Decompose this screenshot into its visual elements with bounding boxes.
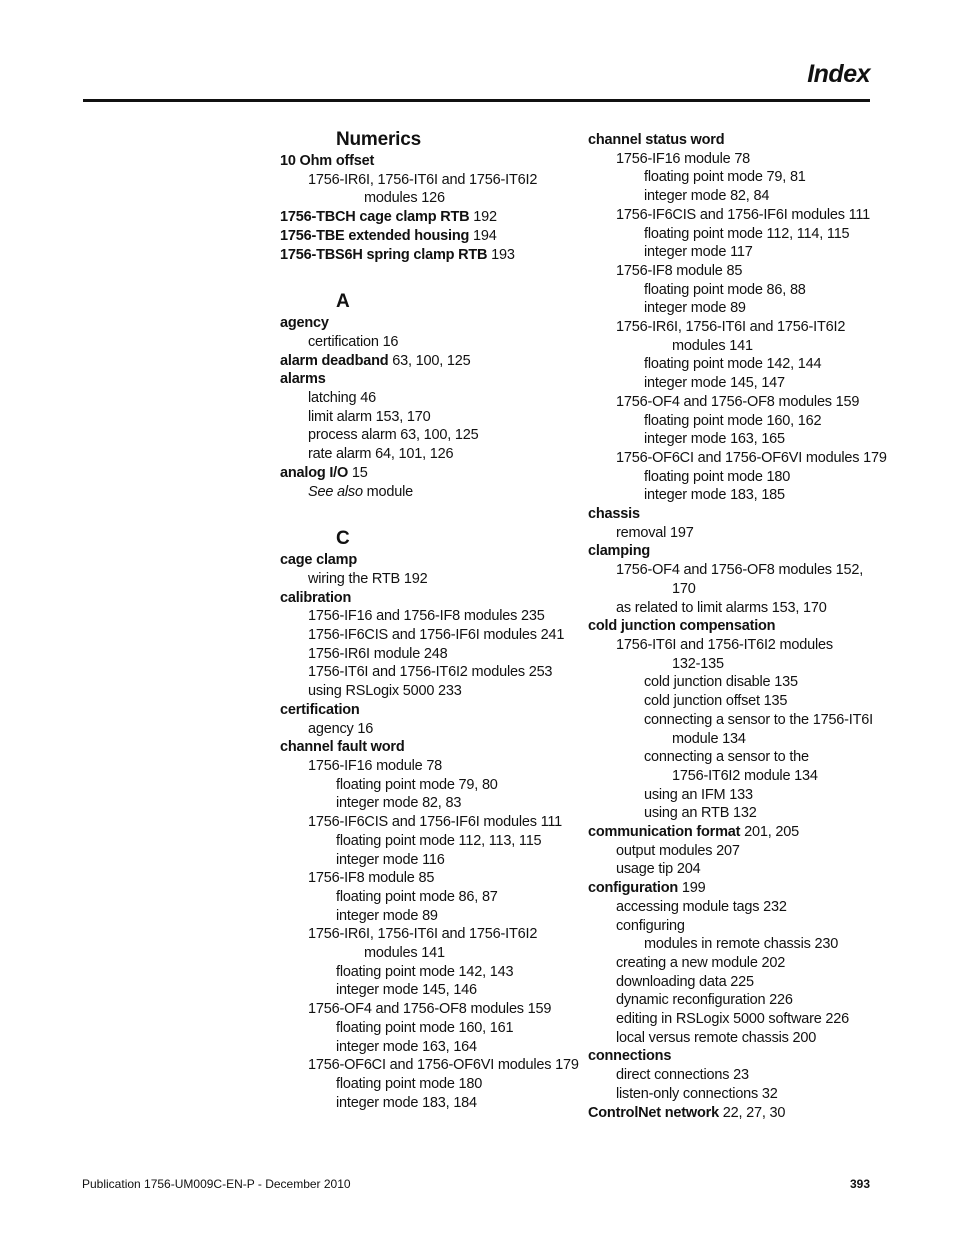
index-subentry: 132-135 (672, 655, 724, 672)
index-subentry: floating point mode 142, 143 (336, 963, 514, 980)
index-subentry: integer mode 183, 184 (336, 1094, 477, 1111)
index-subentry: 1756-IF8 module 85 (308, 870, 435, 887)
index-entry (280, 208, 580, 227)
index-subentry: 1756-OF6CI and 1756-OF6VI modules 179 (616, 449, 887, 466)
see-also-target: module (362, 483, 414, 500)
index-term: cage clamp (280, 552, 357, 569)
index-term: agency (280, 315, 329, 332)
index-subentry: configuring (616, 917, 685, 934)
index-subentry: 1756-IT6I and 1756-IT6I2 modules (616, 636, 833, 653)
index-subentry: integer mode 116 (336, 851, 445, 868)
index-subentry: floating point mode 180 (644, 468, 791, 485)
index-subentry: using RSLogix 5000 233 (308, 683, 462, 700)
index-subentry: removal 197 (616, 524, 694, 541)
index-term: certification (280, 701, 360, 718)
index-subentry: floating point mode 112, 113, 115 (336, 832, 542, 849)
index-subentry: wiring the RTB 192 (308, 570, 428, 587)
index-subentry: floating point mode 79, 80 (336, 776, 498, 793)
index-subentry: integer mode 89 (336, 907, 438, 924)
index-entry (280, 227, 580, 246)
index-subentry: floating point mode 112, 114, 115 (644, 225, 850, 242)
index-entry (588, 823, 888, 842)
index-subentry: connecting a sensor to the 1756-IT6I (644, 711, 873, 728)
index-pages: 201, 205 (740, 824, 799, 841)
index-subentry: cold junction offset 135 (644, 693, 788, 710)
index-subentry: using an IFM 133 (644, 786, 753, 803)
header-rule (83, 99, 870, 102)
index-subentry: integer mode 82, 83 (336, 795, 462, 812)
index-subentry: rate alarm 64, 101, 126 (308, 446, 454, 463)
index-subentry: limit alarm 153, 170 (308, 408, 431, 425)
index-subentry: 1756-IT6I2 module 134 (672, 767, 818, 784)
index-subentry: creating a new module 202 (616, 954, 786, 971)
page-title: Index (807, 60, 870, 88)
index-subentry: accessing module tags 232 (616, 898, 787, 915)
index-subentry: integer mode 163, 164 (336, 1038, 477, 1055)
index-subentry: integer mode 183, 185 (644, 487, 785, 504)
index-subentry: integer mode 163, 165 (644, 431, 785, 448)
index-pages: 199 (678, 880, 706, 897)
index-subentry: cold junction disable 135 (644, 674, 798, 691)
index-subentry: process alarm 63, 100, 125 (308, 427, 479, 444)
index-subentry: floating point mode 86, 88 (644, 281, 806, 298)
index-subentry: 1756-IF16 module 78 (308, 757, 443, 774)
index-subentry: 170 (672, 580, 696, 597)
footer-publication: Publication 1756-UM009C-EN-P - December 2010 (82, 1177, 351, 1191)
index-subentry: 1756-IR6I, 1756-IT6I and 1756-IT6I2 (308, 926, 538, 943)
index-subentry: 1756-IF16 module 78 (616, 150, 751, 167)
index-term: channel fault word (280, 739, 405, 756)
index-subentry: module 134 (672, 730, 746, 747)
index-subentry: 1756-OF4 and 1756-OF8 modules 152, (616, 562, 864, 579)
index-entry (588, 1104, 888, 1123)
index-term: ControlNet network (588, 1104, 719, 1121)
index-term: alarm deadband (280, 352, 389, 369)
index-subentry: using an RTB 132 (644, 805, 757, 822)
index-subentry: integer mode 145, 146 (336, 982, 477, 999)
index-entry (588, 879, 888, 898)
index-subentry: 1756-OF6CI and 1756-OF6VI modules 179 (308, 1057, 579, 1074)
index-pages: 63, 100, 125 (388, 352, 471, 369)
index-subentry: dynamic reconfiguration 226 (616, 992, 793, 1009)
index-pages: 22, 27, 30 (718, 1104, 786, 1121)
index-subentry: modules 126 (364, 190, 445, 207)
index-pages: 15 (348, 464, 368, 481)
index-column-right (588, 131, 888, 1122)
index-subentry: 1756-IR6I, 1756-IT6I and 1756-IT6I2 (616, 319, 846, 336)
index-subentry: integer mode 82, 84 (644, 188, 770, 205)
index-subentry: 1756-IR6I, 1756-IT6I and 1756-IT6I2 (308, 171, 538, 188)
index-subentry: integer mode 117 (644, 244, 753, 261)
section-heading-numerics: Numerics (336, 129, 421, 150)
index-term: alarms (280, 371, 326, 388)
section-heading-c: C (336, 528, 350, 550)
index-subentry: 1756-IF8 module 85 (616, 262, 743, 279)
index-subentry: floating point mode 160, 162 (644, 412, 822, 429)
index-term: chassis (588, 506, 640, 523)
index-term: channel status word (588, 132, 725, 148)
index-subentry: 1756-IF16 and 1756-IF8 modules 235 (308, 608, 545, 625)
index-term: cold junction compensation (588, 618, 776, 635)
index-subentry: modules 141 (364, 945, 445, 962)
index-subentry: output modules 207 (616, 842, 740, 859)
index-column-left (280, 128, 580, 1112)
index-entry (280, 352, 580, 371)
index-subentry: editing in RSLogix 5000 software 226 (616, 1011, 850, 1028)
index-pages: 192 (469, 209, 497, 226)
see-also-label: See also (308, 483, 363, 500)
index-subentry (280, 483, 580, 502)
index-subentry: integer mode 89 (644, 300, 746, 317)
index-entry (280, 246, 580, 265)
index-term: calibration (280, 589, 352, 606)
index-subentry: downloading data 225 (616, 973, 754, 990)
index-subentry: integer mode 145, 147 (644, 375, 785, 392)
index-term: configuration (588, 880, 679, 897)
index-subentry: 1756-IF6CIS and 1756-IF6I modules 111 (308, 814, 563, 831)
index-subentry: 1756-IR6I module 248 (308, 645, 448, 662)
index-term: 1756-TBE extended housing (280, 227, 470, 244)
index-subentry: floating point mode 180 (336, 1075, 483, 1092)
footer-page-number: 393 (849, 1177, 870, 1191)
index-subentry: floating point mode 86, 87 (336, 888, 498, 905)
index-subentry: as related to limit alarms 153, 170 (616, 599, 827, 616)
index-term: 10 Ohm offset (280, 153, 375, 169)
index-entry (280, 464, 580, 483)
index-term: 1756-TBS6H spring clamp RTB (280, 246, 488, 263)
index-term: clamping (588, 543, 651, 560)
index-subentry: direct connections 23 (616, 1067, 749, 1084)
index-subentry: floating point mode 160, 161 (336, 1019, 514, 1036)
index-subentry: 1756-OF4 and 1756-OF8 modules 159 (308, 1001, 552, 1018)
index-subentry: 1756-OF4 and 1756-OF8 modules 159 (616, 393, 860, 410)
index-subentry: modules 141 (672, 337, 753, 354)
index-subentry: modules in remote chassis 230 (644, 936, 839, 953)
index-subentry: latching 46 (308, 390, 376, 407)
index-subentry: 1756-IF6CIS and 1756-IF6I modules 241 (308, 627, 565, 644)
index-subentry: agency 16 (308, 720, 374, 737)
index-subentry: floating point mode 79, 81 (644, 169, 806, 186)
index-term: communication format (588, 824, 741, 841)
index-subentry: 1756-IT6I and 1756-IT6I2 modules 253 (308, 664, 553, 681)
index-subentry: connecting a sensor to the (644, 749, 809, 766)
index-subentry: local versus remote chassis 200 (616, 1029, 817, 1046)
index-subentry: certification 16 (308, 333, 399, 350)
index-subentry: usage tip 204 (616, 861, 701, 878)
index-subentry: listen-only connections 32 (616, 1085, 778, 1102)
index-term: 1756-TBCH cage clamp RTB (280, 209, 470, 226)
index-subentry: floating point mode 142, 144 (644, 356, 822, 373)
index-pages: 193 (487, 246, 515, 263)
index-term: connections (588, 1048, 672, 1065)
index-subentry: 1756-IF6CIS and 1756-IF6I modules 111 (616, 206, 871, 223)
section-heading-a: A (336, 291, 350, 313)
index-pages: 194 (469, 227, 497, 244)
index-term: analog I/O (280, 464, 349, 481)
